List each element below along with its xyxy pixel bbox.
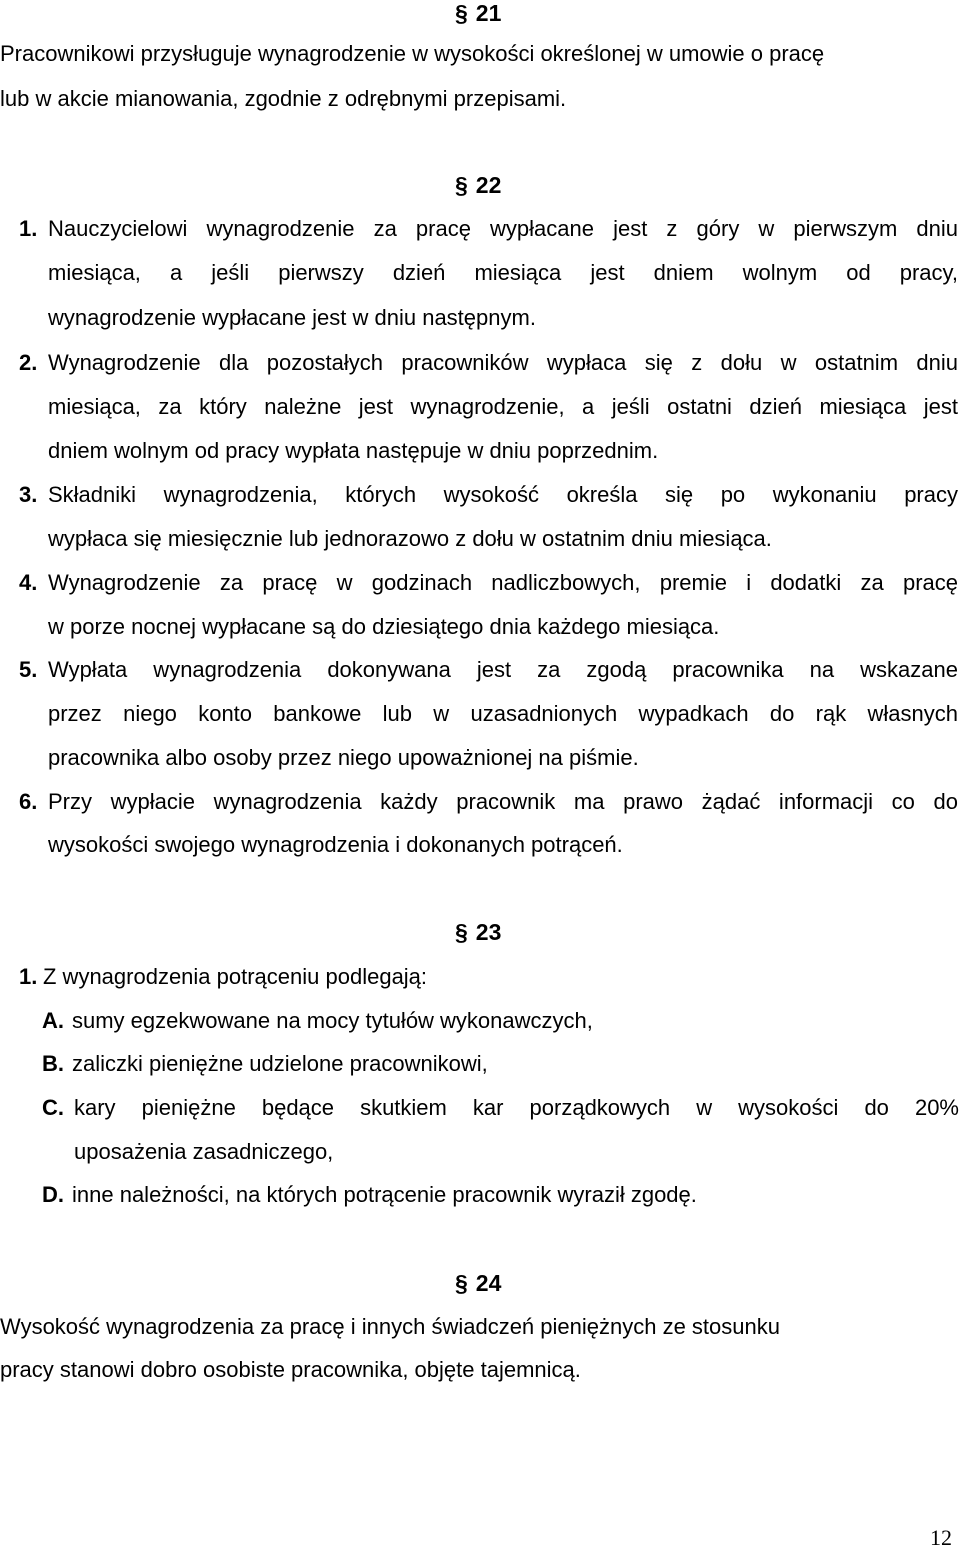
list-item-line: Składniki wynagrodzenia, których wysokość określa się po wykonaniu pracy (48, 482, 958, 507)
page-number: 12 (930, 1525, 952, 1550)
sublist-line: uposażenia zasadniczego, (74, 1139, 334, 1164)
list-item-line: Nauczycielowi wynagrodzenie za pracę wypłacane jest z góry w pierwszym dniu (48, 216, 958, 241)
sublist-letter: D. (42, 1182, 64, 1207)
section-heading-23 (455, 919, 501, 946)
section-number: 24 (475, 1270, 502, 1296)
list-item-line: dniem wolnym od pracy wypłata następuje w dniu poprzednim. (48, 438, 659, 463)
sublist-line: zaliczki pieniężne udzielone pracownikowi, (72, 1051, 488, 1076)
paragraph-line: Wysokość wynagrodzenia za pracę i innych świadczeń pieniężnych ze stosunku (0, 1314, 780, 1339)
section-number: 23 (475, 919, 502, 945)
paragraph-line: lub w akcie mianowania, zgodnie z odrębnymi przepisami. (0, 86, 567, 111)
sublist-line: sumy egzekwowane na mocy tytułów wykonawczych, (72, 1008, 593, 1033)
section-symbol: § (455, 0, 468, 26)
sublist-letter: B. (42, 1051, 64, 1076)
list-item-line: Z wynagrodzenia potrąceniu podlegają: (43, 964, 428, 989)
list-item-line: wysokości swojego wynagrodzenia i dokonanych potrąceń. (48, 832, 623, 857)
sublist-letter: C. (42, 1095, 64, 1120)
list-item-line: wynagrodzenie wypłacane jest w dniu następnym. (48, 305, 536, 330)
list-item-line: Przy wypłacie wynagrodzenia każdy pracownik ma prawo żądać informacji co do (48, 789, 958, 814)
section-heading-22 (455, 172, 501, 199)
section-heading-21 (455, 0, 501, 27)
section-heading-24 (455, 1270, 501, 1297)
list-item-line: miesiąca, za który należne jest wynagrodzenie, a jeśli ostatni dzień miesiąca jest (48, 394, 958, 419)
list-number: 6. (19, 789, 38, 814)
paragraph-line: pracy stanowi dobro osobiste pracownika, objęte tajemnicą. (0, 1357, 581, 1382)
section-symbol: § (455, 172, 468, 198)
list-item-line: w porze nocnej wypłacane są do dziesiątego dnia każdego miesiąca. (48, 614, 720, 639)
section-symbol: § (455, 1270, 468, 1296)
list-item-line: Wypłata wynagrodzenia dokonywana jest za zgodą pracownika na wskazane (48, 657, 958, 682)
sublist-letter: A. (42, 1008, 64, 1033)
list-item-line: miesiąca, a jeśli pierwszy dzień miesiąca jest dniem wolnym od pracy, (48, 260, 958, 285)
list-item-line: wypłaca się miesięcznie lub jednorazowo z dołu w ostatnim dniu miesiąca. (48, 526, 772, 551)
list-item-line: Wynagrodzenie dla pozostałych pracowników wypłaca się z dołu w ostatnim dniu (48, 350, 958, 375)
section-number: 21 (475, 0, 502, 26)
list-number: 3. (19, 482, 38, 507)
list-number: 2. (19, 350, 38, 375)
sublist-line: inne należności, na których potrącenie pracownik wyraził zgodę. (72, 1182, 697, 1207)
list-number: 4. (19, 570, 38, 595)
list-number: 5. (19, 657, 38, 682)
paragraph-line: Pracownikowi przysługuje wynagrodzenie w wysokości określonej w umowie o pracę (0, 41, 825, 66)
section-symbol: § (455, 919, 468, 945)
section-number: 22 (475, 172, 502, 198)
list-item-line: pracownika albo osoby przez niego upoważnionej na piśmie. (48, 745, 639, 770)
list-item-line: przez niego konto bankowe lub w uzasadnionych wypadkach do rąk własnych (48, 701, 958, 726)
list-number: 1. (19, 964, 38, 989)
sublist-line: kary pieniężne będące skutkiem kar porządkowych w wysokości do 20% (74, 1095, 959, 1120)
list-number: 1. (19, 216, 38, 241)
list-item-line: Wynagrodzenie za pracę w godzinach nadliczbowych, premie i dodatki za pracę (48, 570, 958, 595)
